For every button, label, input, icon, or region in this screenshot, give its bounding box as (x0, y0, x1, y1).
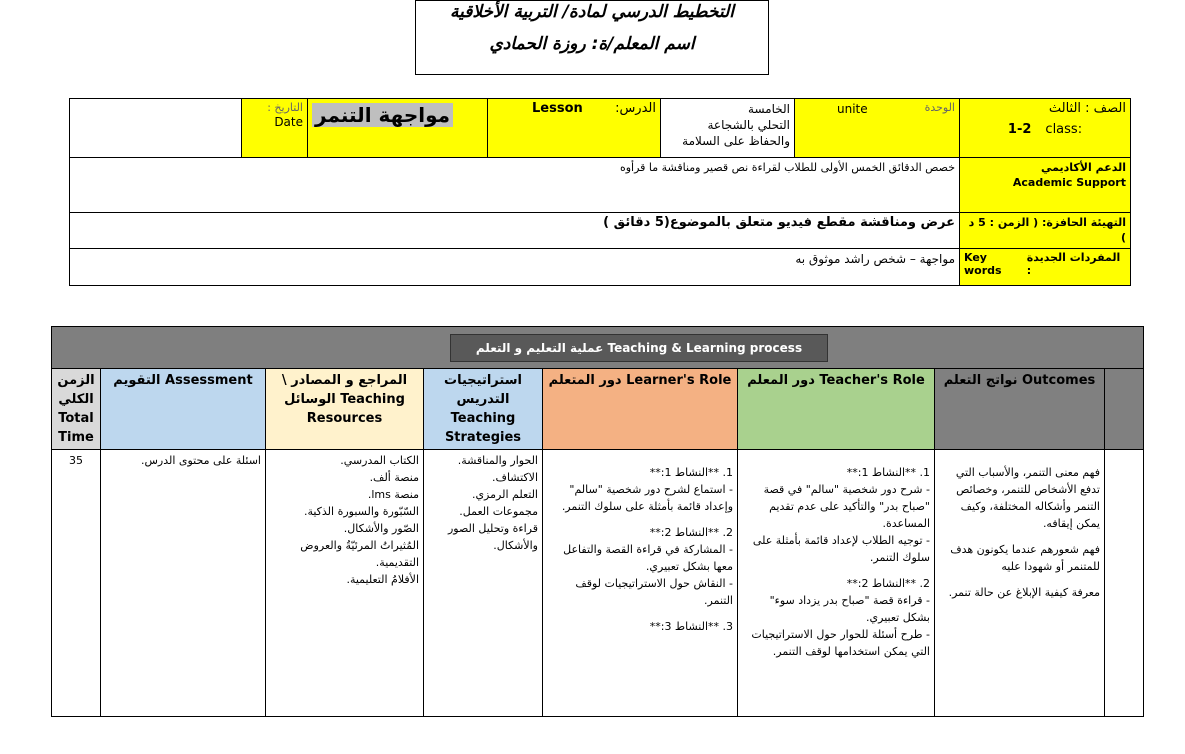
date-label-ar: التاريخ : (267, 101, 303, 114)
list-item: فهم شعورهم عندما يكونون هدف للمتنمر أو شهودا عليه (950, 543, 1100, 573)
keywords-label-en: Key words (964, 251, 1002, 277)
lesson-title-cell (308, 99, 488, 158)
unit-label-en: unite (837, 102, 868, 116)
unit-line: والحفاظ على السلامة (682, 134, 790, 148)
unit-line: التحلي بالشجاعة (707, 118, 790, 132)
list-item: 2. **النشاط 2:** (846, 577, 930, 590)
list-item: مجموعات العمل. (459, 505, 538, 518)
list-item: قراءة وتحليل الصور والأشكال. (447, 522, 538, 552)
unit-label-ar: الوحدة (924, 101, 955, 114)
warmup-text: عرض ومناقشة مقطع فيديو متعلق بالموضوع(5 دقائق ) (70, 213, 960, 249)
class-value: 1-2 (1007, 122, 1032, 137)
process-header (52, 327, 1144, 369)
grade-label: الصف : الثالث (1048, 101, 1126, 116)
list-item: 3. **النشاط 3:** (649, 620, 733, 633)
list-item: - شرح دور شخصية "سالم" في قصة "صباح بدر" والتأكيد على عدم تقديم المساعدة. (763, 483, 930, 530)
plan-title: التخطيط الدرسي لمادة/ التربية الأخلاقية (449, 2, 735, 22)
lesson-cell (488, 99, 661, 158)
keywords-cell (960, 249, 1131, 286)
grade-cell (960, 99, 1131, 158)
assessment-text: اسئلة على محتوى الدرس. (101, 450, 266, 717)
list-item: - استماع لشرح دور شخصية "سالم" وإعداد قائمة بأمثلة على سلوك التنمر. (561, 483, 733, 513)
strategies-cell (424, 450, 543, 717)
list-item: الكتاب المدرسي. (340, 454, 419, 467)
list-item: الاكتشاف. (492, 471, 538, 484)
list-item: - قراءة قصة "صباح بدر يزداد سوء" بشكل تعبيري. (769, 594, 930, 624)
list-item: 2. **النشاط 2:** (649, 526, 733, 539)
col-header-resources: المراجع و المصادر \ الوسائل Teaching Resources (266, 369, 424, 450)
list-item: الأفلامُ التعليمية. (346, 573, 419, 586)
lesson-label-ar: الدرس: (615, 101, 656, 116)
keywords-text: مواجهة – شخص راشد موثوق به (70, 249, 960, 286)
empty-cell (1105, 450, 1144, 717)
academic-support-text: خصص الدقائق الخمس الأولى للطلاب لقراءة نص قصير ومناقشة ما قرأوه (70, 158, 960, 213)
list-item: فهم معنى التنمر، والأسباب التي تدفع الأشخاص للتنمر، وخصائص التنمر وأشكاله المختلفة، وكيف يمكن إيقافه. (955, 466, 1100, 530)
list-item: - المشاركة في قراءة القصة والتفاعل معها بشكل تعبيري. (563, 543, 733, 573)
teacher-name: اسم المعلم/ة: روزة الحمادي (489, 34, 695, 54)
class-label: class: (1045, 122, 1083, 137)
resources-cell (266, 450, 424, 717)
list-item: - توجيه الطلاب لإعداد قائمة بأمثلة على سلوك التنمر. (752, 534, 930, 564)
list-item: منصة ألف. (369, 471, 419, 484)
lesson-info-table (69, 98, 1131, 286)
lesson-title: مواجهة التنمر (312, 103, 453, 127)
col-header-teacher-role: دور المعلم Teacher's Role (738, 369, 935, 450)
warmup-label: التهيئة الحافزة: ( الزمن : 5 د ) (960, 213, 1131, 249)
teacher-role-cell (738, 450, 935, 717)
date-label-en: Date (274, 115, 303, 129)
col-header-strategies: استراتيجيات التدريس Teaching Strategies (424, 369, 543, 450)
list-item: معرفة كيفية الإبلاغ عن حالة تنمر. (948, 586, 1100, 599)
list-item: الحوار والمناقشة. (457, 454, 538, 467)
unit-cell (795, 99, 960, 158)
unit-line: الخامسة (748, 102, 790, 116)
academic-support-cell (960, 158, 1131, 213)
list-item: المُثيراتُ المرئيّةُ والعروض التقديمية. (300, 539, 419, 569)
col-header-outcomes: نواتج التعلم Outcomes (935, 369, 1105, 450)
list-item: السّبّورة والسبورة الذكية. (303, 505, 419, 518)
unit-value-cell (661, 99, 795, 158)
empty-cell (70, 99, 242, 158)
date-cell (242, 99, 308, 158)
list-item: - النقاش حول الاستراتيجيات لوقف التنمر. (575, 577, 733, 607)
academic-support-label-ar: الدعم الأكاديمي (1041, 161, 1126, 174)
process-table (51, 326, 1144, 717)
time-value: 35 (52, 450, 101, 717)
outcomes-cell (935, 450, 1105, 717)
title-box (415, 0, 769, 75)
col-header-assessment: التقويم Assessment (101, 369, 266, 450)
list-item: - طرح أسئلة للحوار حول الاستراتيجيات التي يمكن استخدامها لوقف التنمر. (751, 628, 930, 658)
list-item: منصة lms. (367, 488, 419, 501)
lesson-label-en: Lesson (532, 101, 583, 116)
col-header-time: الزمن الكلي Total Time (52, 369, 101, 450)
learner-role-cell (543, 450, 738, 717)
list-item: 1. **النشاط 1:** (649, 466, 733, 479)
col-header-learner-role: دور المتعلم Learner's Role (543, 369, 738, 450)
keywords-label-ar: المفردات الجديدة : (1026, 251, 1121, 277)
process-banner: عملية التعليم و التعلم Teaching & Learning process (450, 334, 828, 362)
list-item: التعلم الرمزي. (471, 488, 538, 501)
academic-support-label-en: Academic Support (1012, 176, 1126, 189)
list-item: 1. **النشاط 1:** (846, 466, 930, 479)
list-item: الصّور والأشكال. (343, 522, 419, 535)
col-header-empty (1105, 369, 1144, 450)
